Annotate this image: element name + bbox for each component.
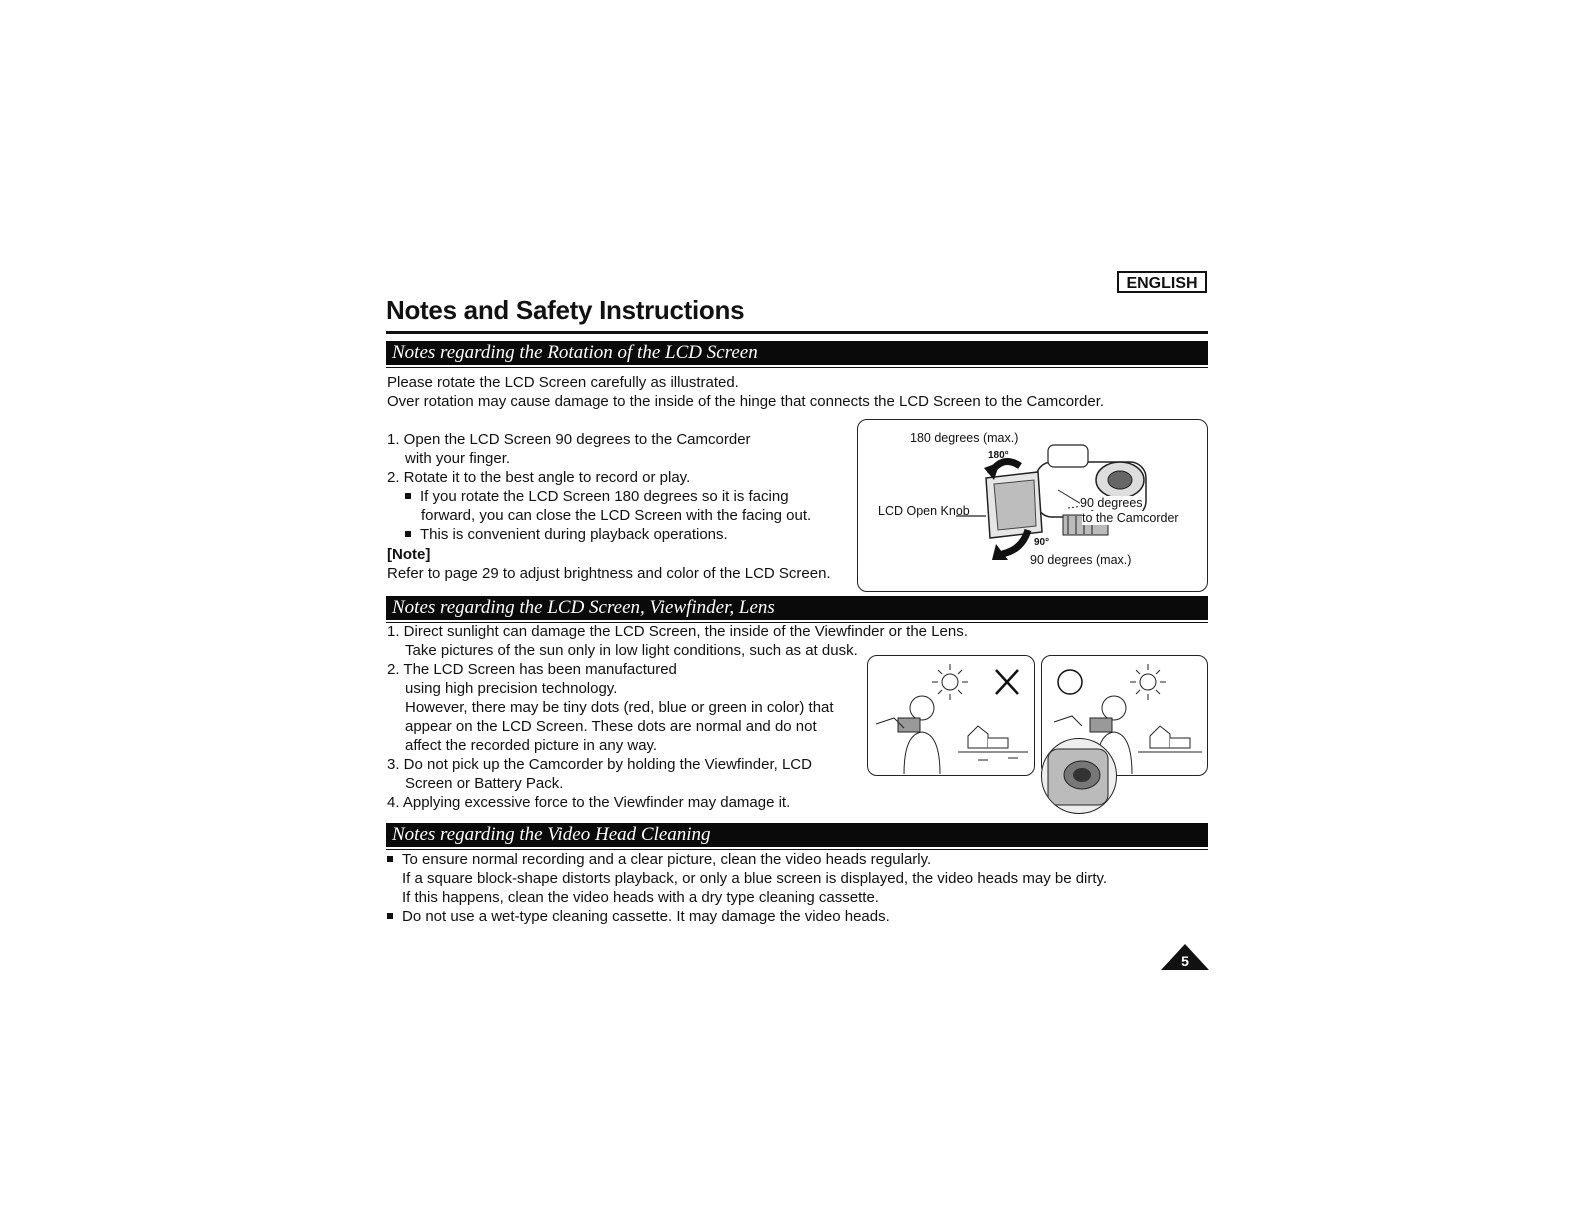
lens-item-2-cont-2: However, there may be tiny dots (red, blue or green in color) that (405, 699, 834, 716)
label-90-max: 90 degrees (max.) (1030, 553, 1132, 567)
rotation-subitem-1: If you rotate the LCD Screen 180 degrees so it is facing (405, 487, 789, 506)
cleaning-item-1-cont-1: If a square block-shape distorts playback, or only a blue screen is displayed, the video heads may be dirty. (402, 870, 1108, 887)
lens-item-1: 1. Direct sunlight can damage the LCD Screen, the inside of the Viewfinder or the Lens. (387, 623, 968, 640)
rotation-item-1-cont: with your finger. (405, 450, 511, 467)
lens-item-2-cont-4: affect the recorded picture in any way. (405, 737, 658, 754)
rotation-subitem-2: This is convenient during playback operations. (405, 525, 728, 544)
label-90-degrees: 90 degrees (1080, 496, 1143, 510)
lens-item-1-cont: Take pictures of the sun only in low light conditions, such as at dusk. (405, 642, 858, 659)
bullet-icon (387, 856, 393, 862)
lens-item-2-cont-1: using high precision technology. (405, 680, 618, 697)
cleaning-item-1-cont-2: If this happens, clean the video heads with a dry type cleaning cassette. (402, 889, 879, 906)
wrong-sun-illustration (867, 655, 1035, 776)
note-text: Refer to page 29 to adjust brightness and color of the LCD Screen. (387, 565, 831, 582)
rotation-intro-1: Please rotate the LCD Screen carefully as illustrated. (387, 374, 739, 391)
page-number: 5 (1181, 953, 1189, 969)
lcd-rotation-figure (857, 419, 1208, 592)
section-heading-lcd-viewfinder-lens: Notes regarding the LCD Screen, Viewfinder, Lens (386, 596, 1208, 620)
lens-item-2: 2. The LCD Screen has been manufactured (387, 661, 677, 678)
bullet-icon (405, 493, 411, 499)
label-lcd-open-knob: LCD Open Knob (878, 504, 970, 518)
rotation-item-1: 1. Open the LCD Screen 90 degrees to the Camcorder (387, 431, 751, 448)
section-heading-rotation: Notes regarding the Rotation of the LCD Screen (386, 341, 1208, 365)
label-180: 180° (988, 450, 1009, 461)
viewfinder-closeup-icon (1041, 738, 1117, 814)
rotation-intro-2: Over rotation may cause damage to the inside of the hinge that connects the LCD Screen to the Camcorder. (387, 393, 1105, 410)
lens-item-3-cont: Screen or Battery Pack. (405, 775, 564, 792)
note-label: [Note] (387, 546, 431, 563)
bullet-icon (405, 531, 411, 537)
bullet-icon (387, 913, 393, 919)
cleaning-item-1: To ensure normal recording and a clear picture, clean the video heads regularly. (387, 850, 931, 869)
title-rule (386, 331, 1208, 334)
lens-item-4: 4. Applying excessive force to the Viewfinder may damage it. (387, 794, 791, 811)
language-label: ENGLISH (1117, 271, 1207, 293)
sun-camcorder-wrong-icon (868, 656, 1033, 774)
lens-item-2-cont-3: appear on the LCD Screen. These dots are normal and do not (405, 718, 817, 735)
page-title: Notes and Safety Instructions (386, 295, 745, 325)
rotation-subitem-1-cont: forward, you can close the LCD Screen with the facing out. (421, 507, 812, 524)
lens-item-3: 3. Do not pick up the Camcorder by holding the Viewfinder, LCD (387, 756, 812, 773)
section-heading-video-head-cleaning: Notes regarding the Video Head Cleaning (386, 823, 1208, 847)
cleaning-item-2: Do not use a wet-type cleaning cassette. It may damage the video heads. (387, 907, 890, 926)
rotation-item-2: 2. Rotate it to the best angle to record or play. (387, 469, 691, 486)
page-number-badge (1161, 944, 1209, 975)
label-90: 90° (1034, 537, 1050, 548)
label-180-max: 180 degrees (max.) (910, 431, 1019, 445)
label-to-the-camcorder: to the Camcorder (1082, 511, 1179, 525)
